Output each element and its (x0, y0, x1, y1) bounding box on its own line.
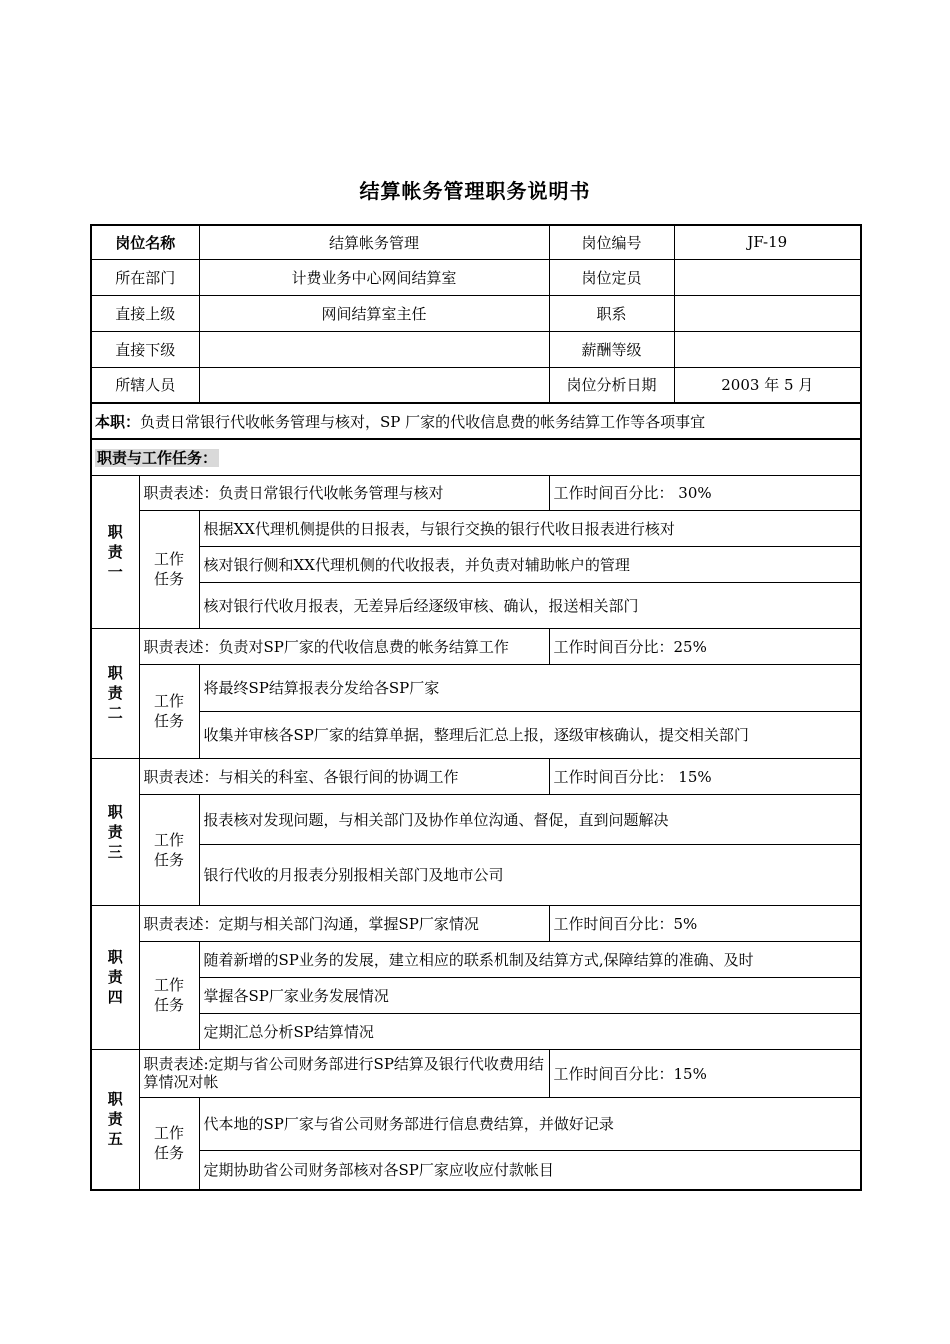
main-duty-label: 本职： (95, 412, 141, 431)
duty-1-task-row (91, 582, 861, 628)
duty-1-pct: 工作时间百分比： 30% (549, 475, 861, 510)
duty-2-label: 职 责 二 (91, 628, 139, 758)
duty-3-label: 职 责 三 (91, 758, 139, 905)
duty-4-task-1: 随着新增的SP业务的发展，建立相应的联系机制及结算方式,保障结算的准确、及时 (199, 941, 861, 977)
info-row-staff (91, 367, 861, 403)
duty-2-task-row (91, 664, 861, 711)
duty-3-task-2: 银行代收的月报表分别报相关部门及地市公司 (199, 844, 861, 905)
label-superior: 直接上级 (91, 295, 199, 331)
value-staff (199, 367, 549, 403)
duty-3-task-1: 报表核对发现问题，与相关部门及协作单位沟通、督促，直到问题解决 (199, 794, 861, 844)
duty-3-pct: 工作时间百分比： 15% (549, 758, 861, 794)
label-position-name: 岗位名称 (91, 225, 199, 259)
duty-2-task-row (91, 711, 861, 758)
value-position-code: JF-19 (674, 225, 861, 259)
value-headcount (674, 259, 861, 295)
section-title-row (91, 439, 861, 475)
duty-1-task-label: 工作 任务 (139, 510, 199, 628)
duty-5-task-row (91, 1097, 861, 1150)
label-analysis-date: 岗位分析日期 (549, 367, 674, 403)
value-department: 计费业务中心网间结算室 (199, 259, 549, 295)
duty-2-pct: 工作时间百分比：25% (549, 628, 861, 664)
duty-2-desc-row (91, 628, 861, 664)
duty-4-task-2: 掌握各SP厂家业务发展情况 (199, 977, 861, 1013)
label-subordinate: 直接下级 (91, 331, 199, 367)
duty-4-task-row (91, 941, 861, 977)
value-analysis-date: 2003 年 5 月 (674, 367, 861, 403)
duty-2-desc: 职责表述：负责对SP厂家的代收信息费的帐务结算工作 (139, 628, 549, 664)
label-headcount: 岗位定员 (549, 259, 674, 295)
duty-5-desc-row (91, 1049, 861, 1097)
duty-4-label: 职 责 四 (91, 905, 139, 1049)
label-job-family: 职系 (549, 295, 674, 331)
label-department: 所在部门 (91, 259, 199, 295)
duty-4-desc: 职责表述：定期与相关部门沟通，掌握SP厂家情况 (139, 905, 549, 941)
duty-4-task-label: 工作 任务 (139, 941, 199, 1049)
duty-3-desc-row (91, 758, 861, 794)
duty-5-task-1: 代本地的SP厂家与省公司财务部进行信息费结算，并做好记录 (199, 1097, 861, 1150)
label-salary-grade: 薪酬等级 (549, 331, 674, 367)
value-superior: 网间结算室主任 (199, 295, 549, 331)
duty-3-task-row (91, 844, 861, 905)
value-salary-grade (674, 331, 861, 367)
duty-4-task-row (91, 977, 861, 1013)
duty-1-task-row (91, 546, 861, 582)
duty-3-desc: 职责表述：与相关的科室、各银行间的协调工作 (139, 758, 549, 794)
duty-5-desc: 职责表述:定期与省公司财务部进行SP结算及银行代收费用结算情况对帐 (139, 1049, 549, 1097)
main-duty-text: 负责日常银行代收帐务管理与核对，SP 厂家的代收信息费的帐务结算工作等各项事宜 (140, 412, 706, 431)
section-title: 职责与工作任务： (97, 448, 218, 467)
duty-4-desc-row (91, 905, 861, 941)
duty-1-task-3: 核对银行代收月报表，无差异后经逐级审核、确认，报送相关部门 (199, 582, 861, 628)
duty-3-task-label: 工作 任务 (139, 794, 199, 905)
duty-5-task-2: 定期协助省公司财务部核对各SP厂家应收应付款帐目 (199, 1150, 861, 1190)
label-staff: 所辖人员 (91, 367, 199, 403)
duty-2-task-2: 收集并审核各SP厂家的结算单据，整理后汇总上报，逐级审核确认，提交相关部门 (199, 711, 861, 758)
duty-1-desc-row (91, 475, 861, 510)
value-position-name: 结算帐务管理 (199, 225, 549, 259)
duty-1-desc: 职责表述：负责日常银行代收帐务管理与核对 (139, 475, 549, 510)
info-row-subordinate (91, 331, 861, 367)
duty-3-task-row (91, 794, 861, 844)
value-job-family (674, 295, 861, 331)
document-title: 结算帐务管理职务说明书 (359, 179, 591, 203)
duty-1-task-1: 根据XX代理机侧提供的日报表，与银行交换的银行代收日报表进行核对 (199, 510, 861, 546)
duty-5-pct: 工作时间百分比：15% (549, 1049, 861, 1097)
duty-2-task-1: 将最终SP结算报表分发给各SP厂家 (199, 664, 861, 711)
info-row-position (91, 225, 861, 259)
duty-1-task-row (91, 510, 861, 546)
main-duty-row (91, 403, 861, 439)
duty-5-task-label: 工作 任务 (139, 1097, 199, 1190)
label-position-code: 岗位编号 (549, 225, 674, 259)
info-row-department (91, 259, 861, 295)
job-description-table (90, 224, 862, 1191)
duty-4-pct: 工作时间百分比：5% (549, 905, 861, 941)
duty-4-task-3: 定期汇总分析SP结算情况 (199, 1013, 861, 1049)
duty-5-task-row (91, 1150, 861, 1190)
duty-5-label: 职 责 五 (91, 1049, 139, 1190)
duty-1-task-2: 核对银行侧和XX代理机侧的代收报表，并负责对辅助帐户的管理 (199, 546, 861, 582)
info-row-superior (91, 295, 861, 331)
duty-2-task-label: 工作 任务 (139, 664, 199, 758)
value-subordinate (199, 331, 549, 367)
duty-4-task-row (91, 1013, 861, 1049)
duty-1-label: 职 责 一 (91, 475, 139, 628)
